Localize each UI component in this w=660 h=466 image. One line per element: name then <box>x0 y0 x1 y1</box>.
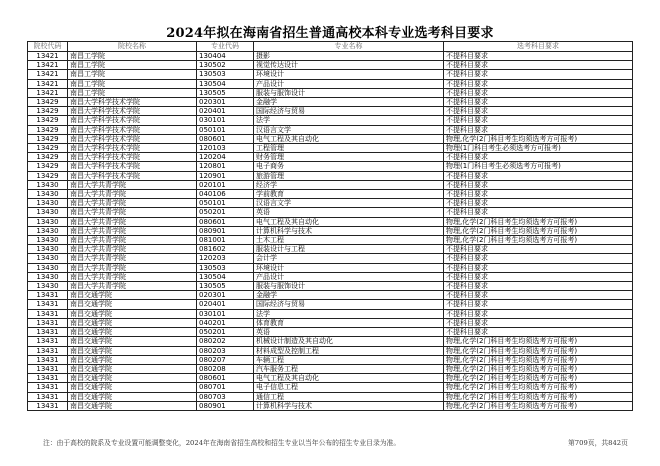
cell-major-code: 040201 <box>197 318 254 327</box>
cell-subject-requirement: 不提科目要求 <box>444 153 633 162</box>
cell-major-code: 080202 <box>197 337 254 346</box>
header-major-name: 专业名称 <box>254 42 444 52</box>
cell-school-code: 13431 <box>28 346 68 355</box>
cell-school-name: 南昌交通学院 <box>68 291 197 300</box>
cell-major-name: 土木工程 <box>254 236 444 245</box>
table-row <box>28 374 633 383</box>
cell-school-name: 南昌大学科学技术学院 <box>68 107 197 116</box>
cell-major-code: 080208 <box>197 364 254 373</box>
cell-major-name: 汉语言文学 <box>254 125 444 134</box>
cell-school-name: 南昌大学科学技术学院 <box>68 144 197 153</box>
cell-school-name: 南昌交通学院 <box>68 346 197 355</box>
cell-school-name: 南昌大学共青学院 <box>68 272 197 281</box>
table-row <box>28 98 633 107</box>
cell-subject-requirement: 物理,化学(2门科目考生均须选考方可报考) <box>444 401 633 410</box>
cell-school-code: 13431 <box>28 392 68 401</box>
cell-subject-requirement: 不提科目要求 <box>444 171 633 180</box>
table-row <box>28 328 633 337</box>
cell-school-code: 13429 <box>28 134 68 143</box>
cell-subject-requirement: 物理,化学(2门科目考生均须选考方可报考) <box>444 236 633 245</box>
cell-major-code: 080901 <box>197 226 254 235</box>
cell-school-name: 南昌交通学院 <box>68 392 197 401</box>
cell-school-code: 13431 <box>28 383 68 392</box>
cell-major-name: 金融学 <box>254 98 444 107</box>
cell-major-name: 通信工程 <box>254 392 444 401</box>
cell-school-name: 南昌交通学院 <box>68 309 197 318</box>
cell-major-code: 130502 <box>197 61 254 70</box>
cell-school-code: 13431 <box>28 401 68 410</box>
cell-school-name: 南昌交通学院 <box>68 374 197 383</box>
cell-school-code: 13421 <box>28 88 68 97</box>
table-row <box>28 162 633 171</box>
table-row <box>28 318 633 327</box>
table-row <box>28 190 633 199</box>
cell-school-code: 13430 <box>28 208 68 217</box>
table-row <box>28 153 633 162</box>
cell-major-name: 旅游管理 <box>254 171 444 180</box>
cell-major-code: 020101 <box>197 180 254 189</box>
cell-major-name: 汉语言文学 <box>254 199 444 208</box>
cell-major-code: 050101 <box>197 125 254 134</box>
table-row <box>28 383 633 392</box>
cell-major-code: 080701 <box>197 383 254 392</box>
cell-school-code: 13421 <box>28 79 68 88</box>
table-row <box>28 263 633 272</box>
cell-subject-requirement: 不提科目要求 <box>444 52 633 61</box>
cell-major-code: 040106 <box>197 190 254 199</box>
cell-major-code: 081602 <box>197 245 254 254</box>
cell-subject-requirement: 不提科目要求 <box>444 272 633 281</box>
cell-school-code: 13431 <box>28 300 68 309</box>
header-school-name: 院校名称 <box>68 42 197 52</box>
cell-major-name: 法学 <box>254 309 444 318</box>
cell-subject-requirement: 物理(1门科目考生必须选考方可报考) <box>444 144 633 153</box>
cell-subject-requirement: 物理,化学(2门科目考生均须选考方可报考) <box>444 346 633 355</box>
cell-school-name: 南昌工学院 <box>68 88 197 97</box>
cell-school-code: 13430 <box>28 217 68 226</box>
cell-major-name: 电子信息工程 <box>254 383 444 392</box>
cell-subject-requirement: 物理,化学(2门科目考生均须选考方可报考) <box>444 355 633 364</box>
cell-school-name: 南昌大学科学技术学院 <box>68 162 197 171</box>
cell-subject-requirement: 不提科目要求 <box>444 309 633 318</box>
cell-major-name: 产品设计 <box>254 272 444 281</box>
cell-school-code: 13430 <box>28 180 68 189</box>
header-major-code: 专业代码 <box>197 42 254 52</box>
cell-school-name: 南昌大学共青学院 <box>68 226 197 235</box>
cell-major-code: 120901 <box>197 171 254 180</box>
cell-major-name: 视觉传达设计 <box>254 61 444 70</box>
cell-school-code: 13431 <box>28 318 68 327</box>
cell-school-name: 南昌大学共青学院 <box>68 254 197 263</box>
cell-school-name: 南昌交通学院 <box>68 337 197 346</box>
cell-subject-requirement: 物理,化学(2门科目考生均须选考方可报考) <box>444 392 633 401</box>
cell-major-name: 车辆工程 <box>254 355 444 364</box>
cell-school-name: 南昌大学共青学院 <box>68 180 197 189</box>
cell-subject-requirement: 物理,化学(2门科目考生均须选考方可报考) <box>444 364 633 373</box>
cell-school-name: 南昌工学院 <box>68 70 197 79</box>
cell-major-code: 130504 <box>197 79 254 88</box>
cell-major-name: 环境设计 <box>254 263 444 272</box>
table-row <box>28 134 633 143</box>
cell-school-code: 13430 <box>28 254 68 263</box>
cell-subject-requirement: 物理(1门科目考生必须选考方可报考) <box>444 162 633 171</box>
cell-major-name: 经济学 <box>254 180 444 189</box>
page-title: 2024年拟在海南省招生普通高校本科专业选考科目要求 <box>166 26 494 41</box>
table-row <box>28 88 633 97</box>
cell-major-name: 汽车服务工程 <box>254 364 444 373</box>
cell-school-code: 13421 <box>28 52 68 61</box>
cell-major-name: 财务管理 <box>254 153 444 162</box>
table-row <box>28 245 633 254</box>
cell-school-code: 13431 <box>28 309 68 318</box>
cell-school-code: 13430 <box>28 226 68 235</box>
table-header-row <box>28 42 633 52</box>
cell-major-code: 120203 <box>197 254 254 263</box>
cell-major-name: 电子商务 <box>254 162 444 171</box>
cell-major-name: 服装与服饰设计 <box>254 88 444 97</box>
cell-subject-requirement: 不提科目要求 <box>444 291 633 300</box>
cell-school-name: 南昌大学科学技术学院 <box>68 116 197 125</box>
cell-school-name: 南昌大学科学技术学院 <box>68 134 197 143</box>
cell-school-code: 13430 <box>28 272 68 281</box>
cell-major-name: 英语 <box>254 208 444 217</box>
cell-subject-requirement: 不提科目要求 <box>444 328 633 337</box>
cell-school-code: 13431 <box>28 364 68 373</box>
cell-subject-requirement: 不提科目要求 <box>444 79 633 88</box>
cell-major-code: 080601 <box>197 134 254 143</box>
table-row <box>28 291 633 300</box>
cell-major-code: 050201 <box>197 328 254 337</box>
cell-major-code: 020401 <box>197 300 254 309</box>
cell-major-name: 国际经济与贸易 <box>254 300 444 309</box>
cell-major-code: 120204 <box>197 153 254 162</box>
cell-major-code: 080601 <box>197 217 254 226</box>
cell-major-name: 学前教育 <box>254 190 444 199</box>
cell-major-code: 130505 <box>197 282 254 291</box>
cell-subject-requirement: 不提科目要求 <box>444 208 633 217</box>
table-row <box>28 254 633 263</box>
cell-major-name: 法学 <box>254 116 444 125</box>
cell-major-code: 081001 <box>197 236 254 245</box>
cell-school-code: 13429 <box>28 144 68 153</box>
cell-major-code: 020301 <box>197 291 254 300</box>
table-body <box>28 52 633 411</box>
cell-major-name: 服装与服饰设计 <box>254 282 444 291</box>
cell-school-code: 13430 <box>28 263 68 272</box>
cell-school-name: 南昌大学共青学院 <box>68 263 197 272</box>
cell-major-name: 工程管理 <box>254 144 444 153</box>
cell-school-code: 13430 <box>28 245 68 254</box>
cell-school-code: 13429 <box>28 162 68 171</box>
header-subject-requirement: 选考科目要求 <box>444 42 633 52</box>
cell-subject-requirement: 不提科目要求 <box>444 300 633 309</box>
cell-subject-requirement: 不提科目要求 <box>444 318 633 327</box>
cell-major-name: 体育教育 <box>254 318 444 327</box>
table-row <box>28 70 633 79</box>
cell-school-name: 南昌大学科学技术学院 <box>68 98 197 107</box>
cell-major-name: 计算机科学与技术 <box>254 226 444 235</box>
cell-school-name: 南昌大学共青学院 <box>68 190 197 199</box>
cell-major-code: 020301 <box>197 98 254 107</box>
cell-school-name: 南昌大学共青学院 <box>68 208 197 217</box>
cell-subject-requirement: 物理,化学(2门科目考生均须选考方可报考) <box>444 134 633 143</box>
cell-school-code: 13430 <box>28 199 68 208</box>
table-row <box>28 171 633 180</box>
cell-major-name: 机械设计制造及其自动化 <box>254 337 444 346</box>
cell-subject-requirement: 不提科目要求 <box>444 263 633 272</box>
cell-major-name: 金融学 <box>254 291 444 300</box>
table-row <box>28 355 633 364</box>
cell-school-name: 南昌工学院 <box>68 79 197 88</box>
cell-school-code: 13431 <box>28 337 68 346</box>
cell-school-code: 13429 <box>28 171 68 180</box>
table-row <box>28 116 633 125</box>
cell-major-name: 会计学 <box>254 254 444 263</box>
table-row <box>28 401 633 410</box>
cell-school-code: 13429 <box>28 107 68 116</box>
cell-major-code: 030101 <box>197 116 254 125</box>
cell-school-code: 13429 <box>28 153 68 162</box>
cell-subject-requirement: 不提科目要求 <box>444 61 633 70</box>
cell-subject-requirement: 物理,化学(2门科目考生均须选考方可报考) <box>444 217 633 226</box>
cell-school-code: 13421 <box>28 61 68 70</box>
cell-major-code: 080901 <box>197 401 254 410</box>
cell-school-name: 南昌交通学院 <box>68 355 197 364</box>
table-row <box>28 79 633 88</box>
cell-major-name: 材料成型及控制工程 <box>254 346 444 355</box>
cell-school-code: 13429 <box>28 125 68 134</box>
cell-school-name: 南昌大学科学技术学院 <box>68 125 197 134</box>
cell-subject-requirement: 不提科目要求 <box>444 180 633 189</box>
cell-school-name: 南昌大学共青学院 <box>68 199 197 208</box>
cell-subject-requirement: 物理,化学(2门科目考生均须选考方可报考) <box>444 383 633 392</box>
cell-school-code: 13431 <box>28 374 68 383</box>
cell-subject-requirement: 物理,化学(2门科目考生均须选考方可报考) <box>444 374 633 383</box>
cell-subject-requirement: 不提科目要求 <box>444 116 633 125</box>
table-row <box>28 337 633 346</box>
cell-school-code: 13429 <box>28 98 68 107</box>
cell-school-name: 南昌交通学院 <box>68 300 197 309</box>
cell-school-code: 13431 <box>28 291 68 300</box>
cell-major-code: 080203 <box>197 346 254 355</box>
cell-school-name: 南昌大学共青学院 <box>68 217 197 226</box>
table-row <box>28 282 633 291</box>
cell-school-code: 13430 <box>28 236 68 245</box>
cell-major-name: 计算机科学与技术 <box>254 401 444 410</box>
cell-major-code: 020401 <box>197 107 254 116</box>
cell-school-name: 南昌工学院 <box>68 61 197 70</box>
cell-school-name: 南昌大学科学技术学院 <box>68 153 197 162</box>
table-row <box>28 346 633 355</box>
header-school-code: 院校代码 <box>28 42 68 52</box>
cell-major-name: 电气工程及其自动化 <box>254 134 444 143</box>
cell-school-name: 南昌大学共青学院 <box>68 282 197 291</box>
cell-major-code: 120103 <box>197 144 254 153</box>
cell-school-code: 13421 <box>28 70 68 79</box>
cell-major-name: 服装设计与工程 <box>254 245 444 254</box>
cell-school-code: 13429 <box>28 116 68 125</box>
table-row <box>28 208 633 217</box>
cell-major-name: 摄影 <box>254 52 444 61</box>
cell-major-code: 030101 <box>197 309 254 318</box>
cell-major-name: 英语 <box>254 328 444 337</box>
cell-subject-requirement: 不提科目要求 <box>444 254 633 263</box>
cell-school-name: 南昌大学共青学院 <box>68 236 197 245</box>
footer-note: 注：由于高校的院系及专业设置可能调整变化，2024年在海南省招生高校和招生专业以当年公布的招生专业目录为准。 <box>43 439 401 447</box>
cell-school-name: 南昌交通学院 <box>68 401 197 410</box>
cell-subject-requirement: 不提科目要求 <box>444 88 633 97</box>
cell-major-code: 130504 <box>197 272 254 281</box>
cell-subject-requirement: 不提科目要求 <box>444 125 633 134</box>
cell-school-code: 13430 <box>28 282 68 291</box>
cell-subject-requirement: 不提科目要求 <box>444 70 633 79</box>
cell-major-name: 环境设计 <box>254 70 444 79</box>
cell-subject-requirement: 不提科目要求 <box>444 190 633 199</box>
cell-school-name: 南昌交通学院 <box>68 318 197 327</box>
cell-subject-requirement: 不提科目要求 <box>444 282 633 291</box>
cell-school-name: 南昌交通学院 <box>68 364 197 373</box>
cell-major-code: 080601 <box>197 374 254 383</box>
cell-major-code: 050101 <box>197 199 254 208</box>
cell-major-code: 050201 <box>197 208 254 217</box>
cell-major-code: 130503 <box>197 70 254 79</box>
cell-school-name: 南昌交通学院 <box>68 383 197 392</box>
table-row <box>28 180 633 189</box>
table-row <box>28 217 633 226</box>
table-row <box>28 309 633 318</box>
cell-subject-requirement: 不提科目要求 <box>444 245 633 254</box>
cell-subject-requirement: 不提科目要求 <box>444 107 633 116</box>
cell-school-name: 南昌大学科学技术学院 <box>68 171 197 180</box>
cell-subject-requirement: 物理,化学(2门科目考生均须选考方可报考) <box>444 337 633 346</box>
table-row <box>28 392 633 401</box>
table-row <box>28 52 633 61</box>
cell-major-code: 120801 <box>197 162 254 171</box>
table-row <box>28 61 633 70</box>
cell-major-name: 电气工程及其自动化 <box>254 217 444 226</box>
table-row <box>28 107 633 116</box>
page-indicator: 第709页，共842页 <box>568 439 628 447</box>
cell-school-name: 南昌交通学院 <box>68 328 197 337</box>
table-row <box>28 300 633 309</box>
cell-major-code: 130404 <box>197 52 254 61</box>
cell-major-code: 080703 <box>197 392 254 401</box>
table-row <box>28 364 633 373</box>
cell-school-code: 13431 <box>28 355 68 364</box>
cell-major-name: 国际经济与贸易 <box>254 107 444 116</box>
cell-school-name: 南昌大学共青学院 <box>68 245 197 254</box>
cell-major-code: 130503 <box>197 263 254 272</box>
table-row <box>28 226 633 235</box>
cell-major-code: 130505 <box>197 88 254 97</box>
table-row <box>28 125 633 134</box>
table-row <box>28 144 633 153</box>
cell-major-name: 电气工程及其自动化 <box>254 374 444 383</box>
cell-subject-requirement: 不提科目要求 <box>444 199 633 208</box>
cell-major-code: 080207 <box>197 355 254 364</box>
cell-subject-requirement: 不提科目要求 <box>444 98 633 107</box>
cell-subject-requirement: 物理,化学(2门科目考生均须选考方可报考) <box>444 226 633 235</box>
table-row <box>28 199 633 208</box>
cell-school-code: 13431 <box>28 328 68 337</box>
cell-school-code: 13430 <box>28 190 68 199</box>
subject-requirements-table <box>27 41 633 411</box>
cell-school-name: 南昌工学院 <box>68 52 197 61</box>
cell-major-name: 产品设计 <box>254 79 444 88</box>
table-row <box>28 272 633 281</box>
table-row <box>28 236 633 245</box>
